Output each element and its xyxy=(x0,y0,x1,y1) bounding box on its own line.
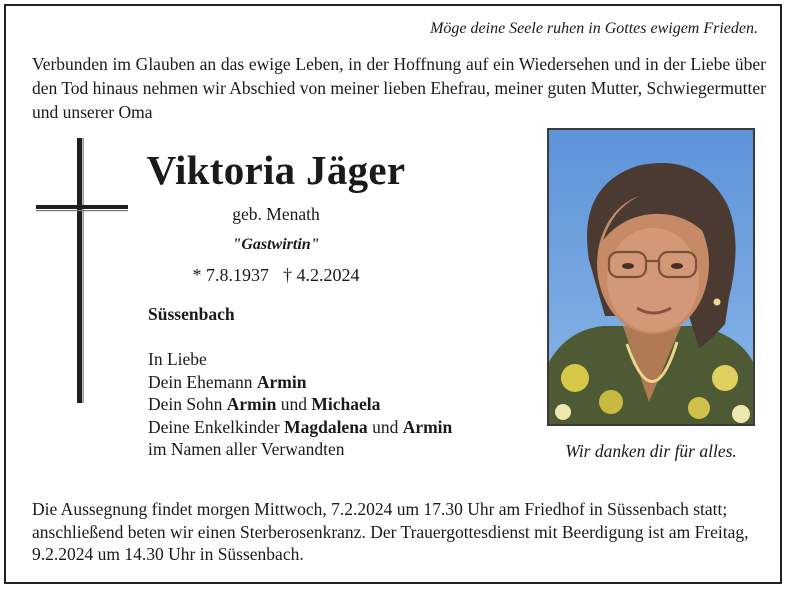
mourners-line: In Liebe xyxy=(148,349,207,369)
occupation: "Gastwirtin" xyxy=(232,236,320,253)
mourners-line: Dein Ehemann Armin xyxy=(148,371,307,392)
mourners-line: Dein Sohn Armin und Michaela xyxy=(148,394,381,414)
mourners-line: Deine Enkelkinder Magdalena und Armin xyxy=(148,416,453,437)
maiden-name: geb. Menath xyxy=(232,204,320,224)
mourners-list xyxy=(148,348,452,461)
funeral-details: Die Aussegnung findet morgen Mittwoch, 7.2.2024 um 17.30 Uhr am Friedhof in Süssenbach statt; anschließend beten wir einen Sterberosenkranz. Der Trauergottesdienst mit Beerdigung ist am Freitag, 9.2.2024 um 14.30 Uhr in Süssenbach. xyxy=(32,499,749,564)
intro-text: Verbunden im Glauben an das ewige Leben, in der Hoffnung auf ein Wiedersehen und in der Liebe über den Tod hinaus nehmen wir Abschied von meiner lieben Ehefrau, meiner guten Mutter, Schwiegermutter und unserer Oma xyxy=(32,54,767,122)
life-dates xyxy=(146,265,406,286)
deceased-name: Viktoria Jäger xyxy=(146,147,406,193)
portrait-photo xyxy=(547,128,755,426)
cross-icon xyxy=(34,136,134,406)
death-date: † 4.2.2024 xyxy=(283,265,360,285)
birth-date: * 7.8.1937 xyxy=(192,265,269,285)
place: Süssenbach xyxy=(148,304,235,324)
motto: Möge deine Seele ruhen in Gottes ewigem Frieden. xyxy=(430,20,758,37)
obituary-notice xyxy=(4,4,782,584)
thanks-text: Wir danken dir für alles. xyxy=(565,441,737,461)
mourners-line: im Namen aller Verwandten xyxy=(148,439,345,459)
